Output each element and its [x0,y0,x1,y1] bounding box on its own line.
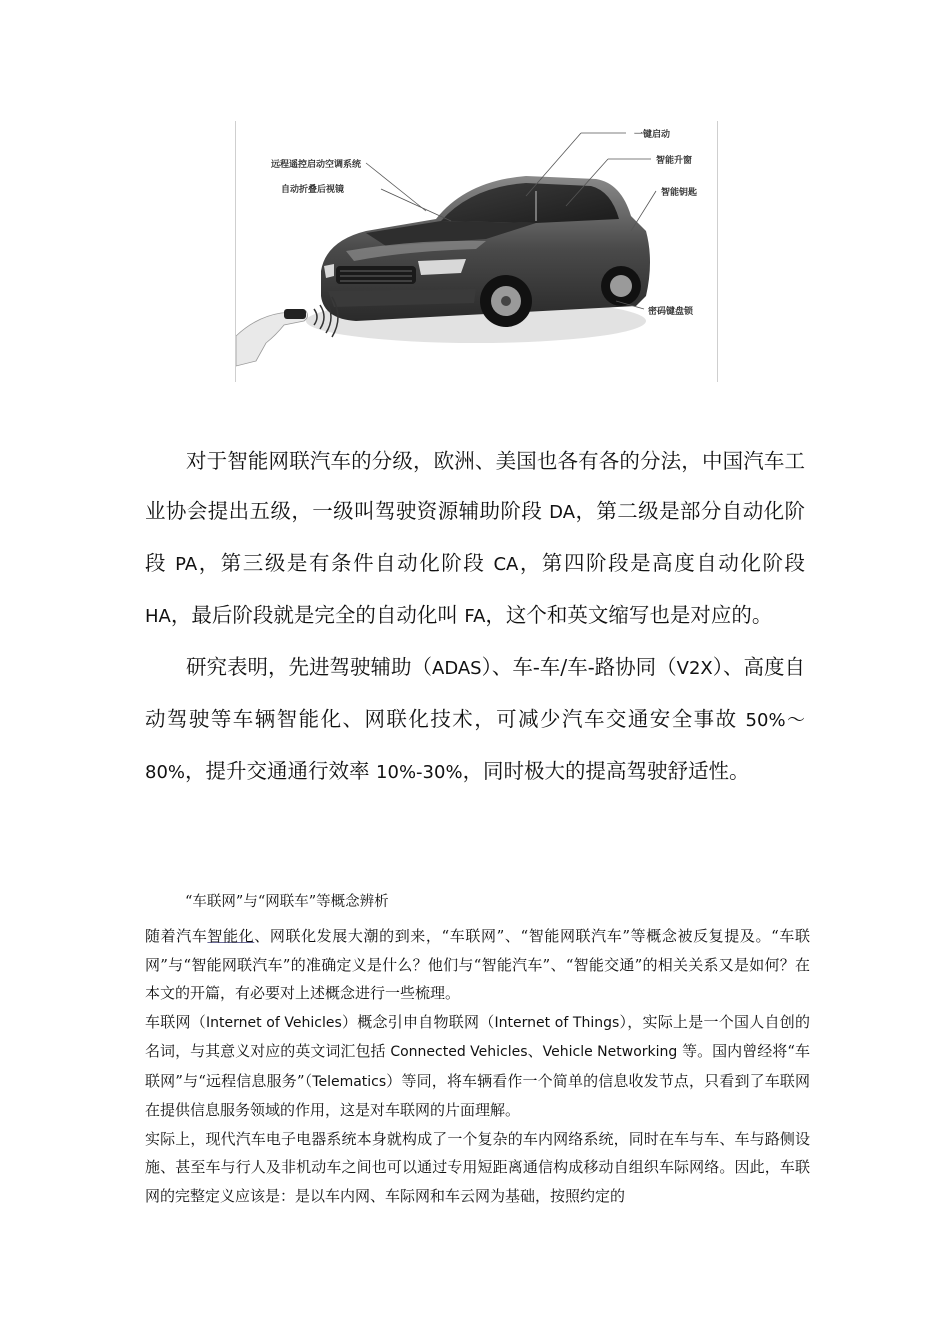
body-text [145,436,805,798]
label-smart-key: 智能钥匙 [661,188,698,198]
text: HA [145,606,171,627]
text: 随着汽车 [145,927,208,945]
text: 对于智能网联汽车的分级，欧洲、美国也各有各的分法，中国汽车工业协会提出五级，一级叫驾驶资源辅助阶段 [145,449,805,523]
text: PA [175,554,198,575]
text: V2X [676,658,713,679]
section-paragraph-1 [145,922,810,1008]
label-password-lock: 密码键盘锁 [648,307,694,317]
text: ADAS [432,658,482,679]
text: ，第二级是部分自动化阶段 [145,499,806,575]
text: Connected Vehicles [390,1044,528,1060]
text: ，这个和英文缩写也是对应的。 [485,603,773,627]
label-smart-window: 智能升窗 [656,156,693,166]
text: FA [464,606,486,627]
section-title: “车联网”与“网联车”等概念辨析 [185,894,389,910]
text: Vehicle Networking [542,1044,678,1060]
text: ，第三级是有条件自动化阶段 [197,551,494,575]
label-one-key-start: 一键启动 [634,130,671,140]
text: Internet of Vehicles [205,1014,342,1031]
text: 10%-30% [376,762,463,783]
text: DA [549,502,576,523]
text: ，同时极大的提高驾驶舒适性。 [462,759,750,783]
section-body [145,922,810,1210]
paragraph-research [145,642,805,798]
text: ，最后阶段就是完全的自动化叫 [170,603,465,627]
link-intelligent[interactable]: 智能化 [207,927,255,945]
text: ）等同，将车辆看作一个简单的信息收发节点，只看到了车联网在提供信息服务领域的作用，这是对车联网的片面理解。 [145,1071,810,1119]
text: 50%～80% [145,710,806,783]
text: ），实际上是一个国人自创的名词，与其意义对应的英文词汇包括 [145,1012,810,1060]
text: ）、高度自动驾驶等车辆智能化、网联化技术，可减少汽车交通安全事故 [145,655,806,731]
text: 研究表明，先进驾驶辅助（ [186,655,433,679]
car-feature-figure [235,121,718,382]
section-paragraph-3: 实际上，现代汽车电子电器系统本身就构成了一个复杂的车内网络系统，同时在车与车、车与路侧设施、甚至车与行人及非机动车之间也可以通过专用短距离通信构成移动自组织车际网络。因此，车联网的完整定义应该是：是以车内网、车际网和车云网为基础，按照约定的 [145,1129,810,1205]
label-auto-mirror: 自动折叠后视镜 [281,185,345,195]
label-remote-ac: 远程遥控启动空调系统 [271,160,362,170]
text: ，第四阶段是高度自动化阶段 [518,551,805,575]
text: ，提升交通通行效率 [185,759,377,783]
section-paragraph-2 [145,1008,810,1125]
text: CA [493,554,519,575]
text: 等。国内曾经将“车联网”与“远程信息服务”（ [145,1042,810,1090]
paragraph-grading [145,436,805,642]
text: Internet of Things [494,1014,620,1031]
text: 车联网（ [145,1012,206,1031]
text: Telematics [312,1073,387,1090]
text: 、网联化发展大潮的到来，“车联网”、“智能网联汽车”等概念被反复提及。“车联网”与“智能网联汽车”的准确定义是什么？他们与“智能汽车”、“智能交通”的相关关系又是如何？在本文的开篇，有必要对上述概念进行一些梳理。 [145,927,810,1002]
text: ）概念引申自物联网（ [341,1012,495,1031]
text: ）、车-车/车-路协同（ [481,655,677,679]
text: 、 [527,1042,543,1060]
